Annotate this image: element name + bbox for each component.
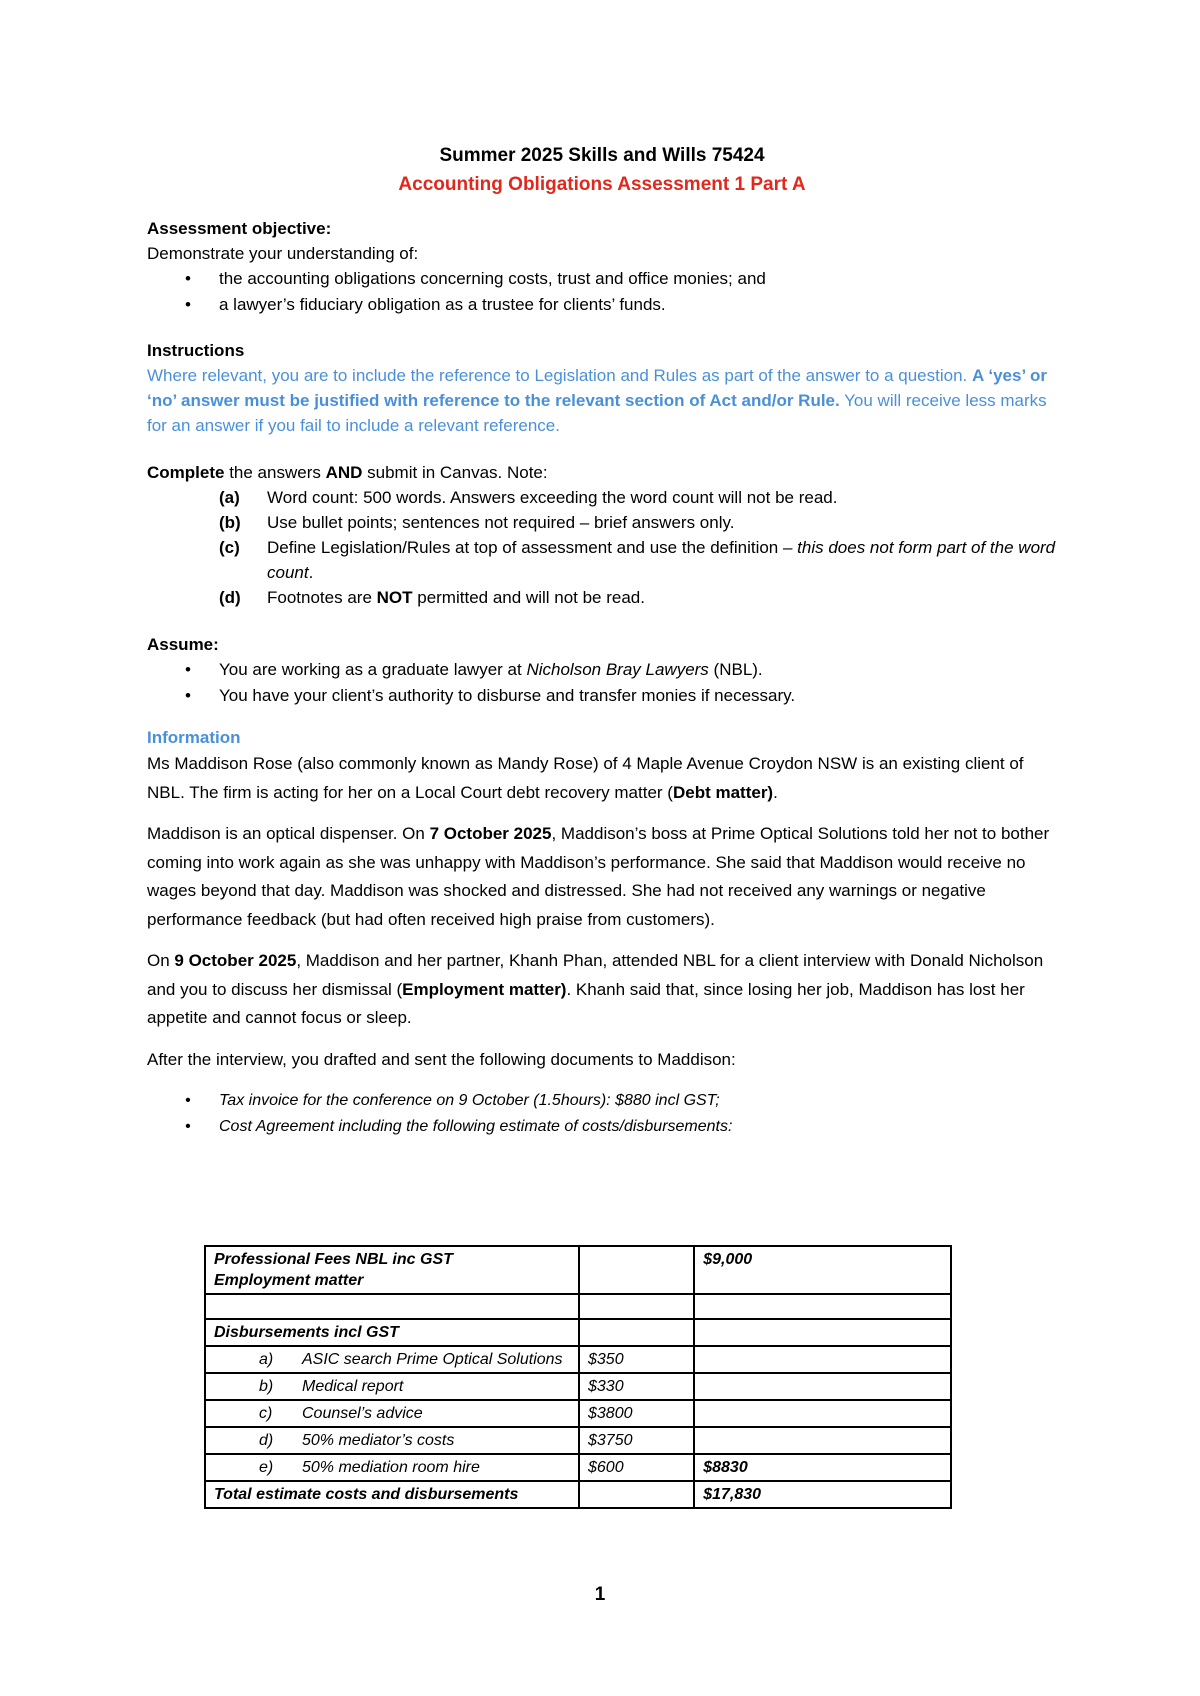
assume-list [147,657,1057,709]
table-cell: $9,000 [694,1246,951,1294]
table-cell: $3750 [579,1427,694,1454]
bullet-icon: • [185,660,191,679]
assume-section [147,632,1057,709]
information-paragraph: After the interview, you drafted and sent the following documents to Maddison: [147,1049,736,1069]
table-cell [694,1400,951,1427]
list-item: (c) Define Legislation/Rules at top of assessment and use the definition – this does not form part of the word count. [219,538,1056,582]
table-cell: $350 [579,1346,694,1373]
table-row [205,1319,951,1346]
table-row [205,1427,951,1454]
list-item: • Tax invoice for the conference on 9 October (1.5hours): $880 incl GST; [147,1088,1057,1114]
objective-list [147,266,1057,318]
table-cell [205,1294,579,1319]
table-cell [579,1294,694,1319]
bullet-icon: • [185,269,191,288]
objective-section [147,216,1057,318]
list-item: (d) Footnotes are NOT permitted and will not be read. [219,588,645,607]
table-cell [694,1294,951,1319]
table-cell: Total estimate costs and disbursements [205,1481,579,1508]
table-row [205,1481,951,1508]
table-cell [579,1246,694,1294]
table-cell: e) 50% mediation room hire [205,1454,579,1481]
documents-list [147,1088,1057,1140]
list-item: • Cost Agreement including the following estimate of costs/disbursements: [147,1114,1057,1140]
table-row [205,1246,951,1294]
list-item: • You have your client’s authority to disburse and transfer monies if necessary. [147,683,1057,709]
table-cell [694,1427,951,1454]
table-cell: b) Medical report [205,1373,579,1400]
complete-intro: Complete the answers AND submit in Canvas. Note: [147,463,548,482]
table-cell: $8830 [694,1454,951,1481]
instructions-text: Where relevant, you are to include the reference to Legislation and Rules as part of the answer to a question. A ‘yes’ or ‘no’ answer must be justified with reference to the relevant section of Act and/or Rule. You will receive less marks for an answer if you fail to include a relevant reference. [147,366,1047,435]
document-page [147,146,1057,1140]
information-heading: Information [147,728,241,747]
objective-heading: Assessment objective: [147,219,332,238]
table-row [205,1294,951,1319]
page-number: 1 [594,1584,606,1605]
table-cell: $600 [579,1454,694,1481]
table-cell: $3800 [579,1400,694,1427]
document-title: Summer 2025 Skills and Wills 75424 [439,145,765,166]
table-cell [579,1481,694,1508]
table-cell: $330 [579,1373,694,1400]
document-subtitle: Accounting Obligations Assessment 1 Part A [398,174,806,195]
information-paragraph: Maddison is an optical dispenser. On 7 October 2025, Maddison’s boss at Prime Optical Solutions told her not to bother coming into work again as she was unhappy with Maddison’s performance. She said that Maddison would receive no wages beyond that day. Maddison was shocked and distressed. She had not received any warnings or negative performance feedback (but had often received high praise from customers). [147,824,1050,929]
complete-section [147,460,1057,610]
information-section [147,725,1057,1140]
table-cell [694,1373,951,1400]
table-cell: c) Counsel’s advice [205,1400,579,1427]
bullet-icon: • [185,295,191,314]
table-row [205,1373,951,1400]
information-paragraph: Ms Maddison Rose (also commonly known as Mandy Rose) of 4 Maple Avenue Croydon NSW is an existing client of NBL. The firm is acting for her on a Local Court debt recovery matter (Debt matter). [147,754,1024,802]
list-item: • a lawyer’s fiduciary obligation as a trustee for clients’ funds. [147,292,1057,318]
bullet-icon: • [185,686,191,705]
list-item: • You are working as a graduate lawyer at Nicholson Bray Lawyers (NBL). [147,657,1057,683]
table-cell: Professional Fees NBL inc GST Employment matter [205,1246,579,1294]
cost-estimate-table [204,1245,952,1509]
notes-list [147,485,1057,610]
list-item: (b) Use bullet points; sentences not required – brief answers only. [219,513,735,532]
table-cell [579,1319,694,1346]
table-row [205,1454,951,1481]
table-cell: a) ASIC search Prime Optical Solutions [205,1346,579,1373]
table-cell [694,1346,951,1373]
bullet-icon: • [185,1092,191,1109]
list-item: • the accounting obligations concerning costs, trust and office monies; and [147,266,1057,292]
instructions-heading: Instructions [147,341,245,360]
assume-heading: Assume: [147,635,219,654]
table-cell [694,1319,951,1346]
objective-intro: Demonstrate your understanding of: [147,244,419,263]
table-row [205,1400,951,1427]
table-cell: d) 50% mediator’s costs [205,1427,579,1454]
bullet-icon: • [185,1118,191,1135]
table-row [205,1346,951,1373]
table-cell: Disbursements incl GST [205,1319,579,1346]
instructions-section [147,338,1057,438]
list-item: (a) Word count: 500 words. Answers exceeding the word count will not be read. [219,488,838,507]
information-paragraph: On 9 October 2025, Maddison and her partner, Khanh Phan, attended NBL for a client interview with Donald Nicholson and you to discuss her dismissal (Employment matter). Khanh said that, since losing her job, Maddison has lost her appetite and cannot focus or sleep. [147,951,1044,1027]
table-cell: $17,830 [694,1481,951,1508]
